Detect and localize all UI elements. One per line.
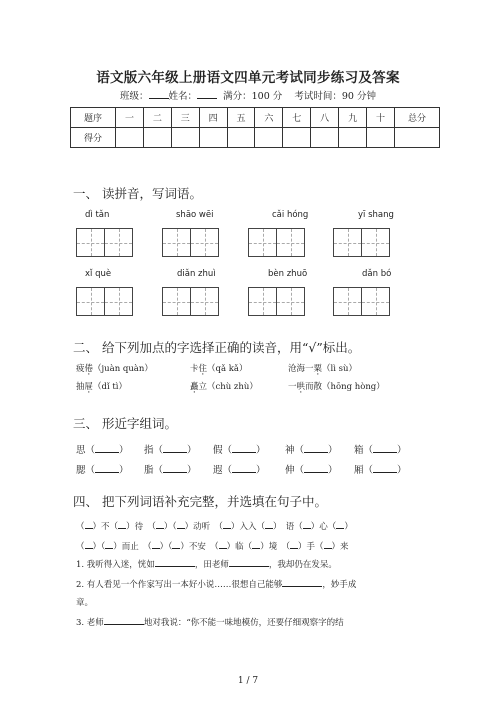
score-header-cell: 四 xyxy=(199,108,227,128)
word-group-item[interactable]: 思（ ） xyxy=(76,445,129,456)
question-3[interactable]: 3. 老师 地对我说：“你不能一味地模仿，还要仔细观察字的结 xyxy=(76,618,344,628)
character: 指 xyxy=(144,445,154,456)
score-header-cell: 题序 xyxy=(71,108,116,128)
question-1[interactable]: 1. 我听得入迷，恍如 ，田老师 ，我却仍在发呆。 xyxy=(76,560,337,570)
writing-grid[interactable] xyxy=(162,228,218,257)
character: 遐 xyxy=(213,465,223,476)
score-cell[interactable] xyxy=(171,128,199,148)
score-cell[interactable] xyxy=(367,128,395,148)
section1-heading: 一、 读拼音，写词语。 xyxy=(73,186,202,201)
writing-grid[interactable] xyxy=(333,228,389,257)
word-group-item[interactable]: 厢（ ） xyxy=(354,465,407,476)
score-cell[interactable] xyxy=(395,128,440,148)
word-group-item[interactable]: 遐（ ） xyxy=(213,465,266,476)
pinyin: bèn zhuō xyxy=(268,269,308,279)
reading-item[interactable]: 卡住（qǎ kǎ） xyxy=(190,364,248,374)
writing-grid[interactable] xyxy=(162,287,218,316)
pinyin: xǐ què xyxy=(85,269,112,279)
pinyin: yī shang xyxy=(358,210,394,220)
score-cell[interactable] xyxy=(227,128,255,148)
exam-info: 班级： 姓名： 满分：100 分 考试时间：90 分钟 xyxy=(120,91,376,102)
writing-grid[interactable] xyxy=(76,228,132,257)
character: 箱 xyxy=(354,445,364,456)
pinyin: diǎn zhuì xyxy=(177,269,216,279)
reading-item[interactable]: 一哄而散（hōng hòng） xyxy=(288,382,385,392)
question-2[interactable]: 2. 有人看见一个作家写出一本好小说……很想自己能够 ，妙手成 xyxy=(76,580,357,590)
answer-blank[interactable] xyxy=(373,464,397,473)
writing-grid[interactable] xyxy=(248,228,304,257)
character: 伸 xyxy=(285,465,295,476)
character: 思 xyxy=(76,445,86,456)
pinyin: dì tǎn xyxy=(85,210,110,220)
writing-grid[interactable] xyxy=(333,287,389,316)
answer-blank[interactable] xyxy=(163,464,187,473)
answer-blank[interactable] xyxy=(95,464,119,473)
word-group-item[interactable]: 脂（ ） xyxy=(144,465,197,476)
reading-item[interactable]: 沧海一粟（lì sù） xyxy=(288,364,358,374)
score-header-cell: 八 xyxy=(311,108,339,128)
reading-item[interactable]: 疲倦（juàn quàn） xyxy=(76,364,153,374)
word-group-item[interactable]: 箱（ ） xyxy=(354,445,407,456)
answer-blank[interactable] xyxy=(163,444,187,453)
word-group-item[interactable]: 指（ ） xyxy=(144,445,197,456)
score-header-cell: 总分 xyxy=(395,108,440,128)
score-header-cell: 七 xyxy=(283,108,311,128)
score-cell[interactable] xyxy=(283,128,311,148)
document-title: 语文版六年级上册语文四单元考试同步练习及答案 xyxy=(96,70,400,86)
score-header-cell: 一 xyxy=(116,108,144,128)
answer-blank[interactable] xyxy=(304,464,328,473)
word-group-item[interactable]: 腮（ ） xyxy=(76,465,129,476)
score-table xyxy=(70,107,440,148)
writing-grid[interactable] xyxy=(248,287,304,316)
pinyin: shāo wēi xyxy=(176,210,214,220)
score-header-cell: 五 xyxy=(227,108,255,128)
score-cell[interactable] xyxy=(116,128,144,148)
score-cell[interactable] xyxy=(339,128,367,148)
answer-blank[interactable] xyxy=(232,464,256,473)
score-cell[interactable] xyxy=(311,128,339,148)
section3-heading: 三、 形近字组词。 xyxy=(73,416,177,431)
page-number: 1 / 7 xyxy=(237,676,259,686)
section4-heading: 四、 把下列词语补充完整，并选填在句子中。 xyxy=(73,494,327,509)
reading-item[interactable]: 矗立（chù zhù） xyxy=(190,382,258,392)
score-row-label: 得分 xyxy=(71,128,116,148)
character: 神 xyxy=(285,445,295,456)
reading-item[interactable]: 抽屉（dǐ tì） xyxy=(76,382,128,392)
score-cell[interactable] xyxy=(143,128,171,148)
character: 脂 xyxy=(144,465,154,476)
score-cell[interactable] xyxy=(199,128,227,148)
question-2-cont: 章。 xyxy=(76,598,94,608)
word-group-item[interactable]: 伸（ ） xyxy=(285,465,338,476)
score-header-cell: 三 xyxy=(171,108,199,128)
answer-blank[interactable] xyxy=(304,444,328,453)
writing-grid[interactable] xyxy=(76,287,132,316)
score-header-cell: 六 xyxy=(255,108,283,128)
word-group-item[interactable]: 神（ ） xyxy=(285,445,338,456)
character: 腮 xyxy=(76,465,86,476)
answer-blank[interactable] xyxy=(95,444,119,453)
pinyin: dǎn bó xyxy=(362,269,392,279)
pinyin: cǎi hóng xyxy=(272,210,309,220)
score-header-cell: 十 xyxy=(367,108,395,128)
score-header-cell: 二 xyxy=(143,108,171,128)
score-header-cell: 九 xyxy=(339,108,367,128)
word-group-item[interactable]: 假（ ） xyxy=(213,445,266,456)
score-cell[interactable] xyxy=(255,128,283,148)
character: 假 xyxy=(213,445,223,456)
section2-heading: 二、 给下列加点的字选择正确的读音，用“√”标出。 xyxy=(73,340,361,355)
answer-blank[interactable] xyxy=(232,444,256,453)
character: 厢 xyxy=(354,465,364,476)
idiom-row[interactable]: （ ）（ ）而止 （ ）（ ）不安 （ ）临（ ）境 （ ）手（ ）来 xyxy=(76,542,349,552)
answer-blank[interactable] xyxy=(373,444,397,453)
idiom-row[interactable]: （ ）不（ ）待 （ ）（ ）动听 （ ）入入（ ） 语（ ）心（ ） xyxy=(76,522,353,532)
